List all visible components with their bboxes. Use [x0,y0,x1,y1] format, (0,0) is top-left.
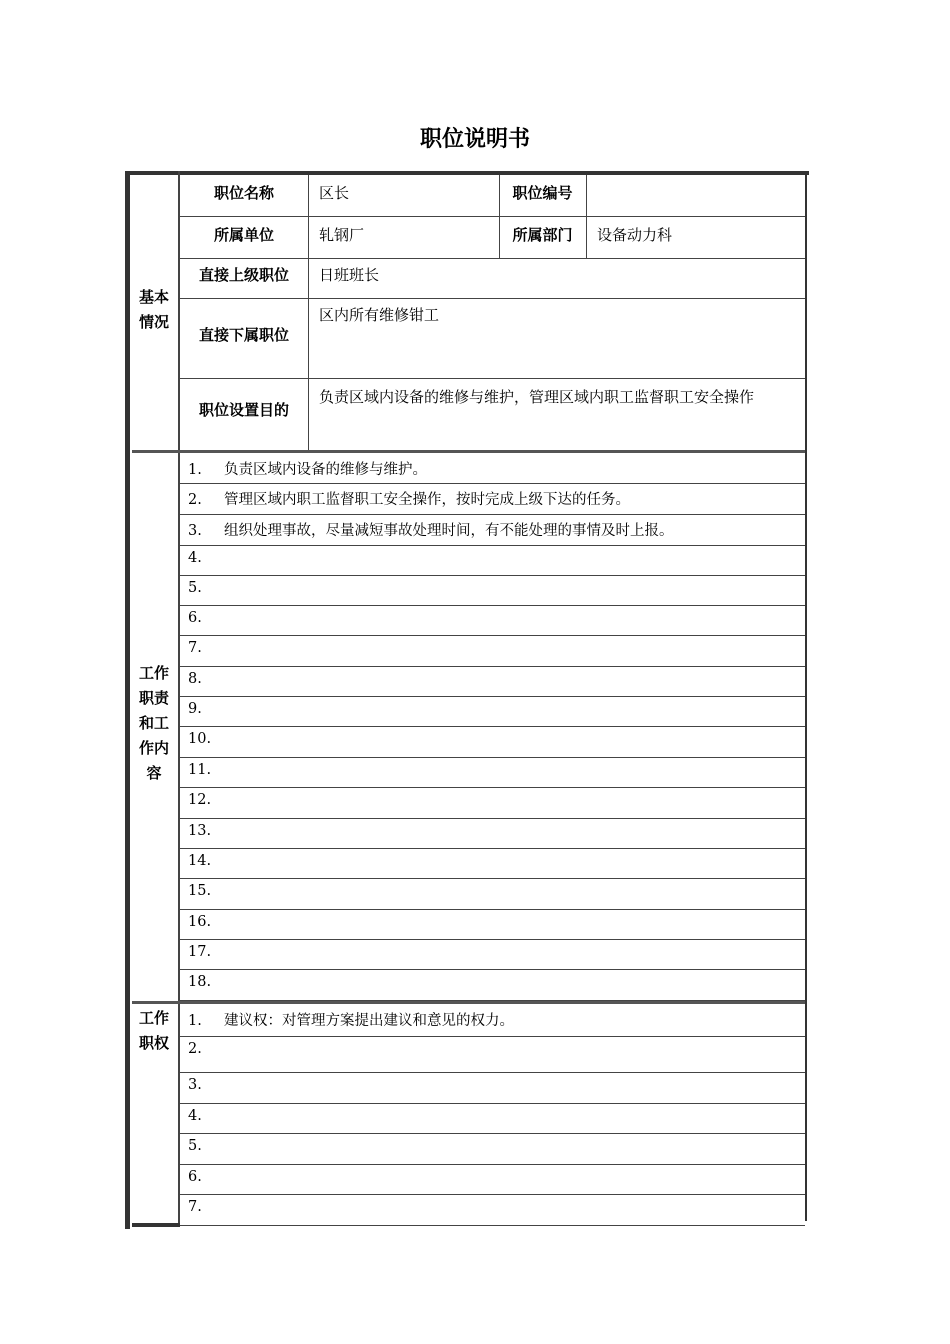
duty-row [188,701,224,717]
row-number: 1. [188,462,202,478]
subordinate-label: 直接下属职位 [198,326,289,344]
duty-row [188,762,224,778]
row-number: 13. [188,823,212,839]
grid-line [180,298,805,299]
section-separator [132,450,805,453]
purpose-value: 负责区域内设备的维修与维护，管理区域内职工监督职工安全操作 [319,388,755,406]
row-number: 7. [188,1199,202,1215]
grid-line [180,575,805,576]
row-text: 建议权：对管理方案提出建议和意见的权力。 [224,1013,514,1029]
grid-line [180,1133,805,1134]
grid-line [180,378,805,379]
row-number: 2. [188,492,202,508]
grid-line [180,605,805,606]
row-number: 11. [188,762,212,778]
row-number: 16. [188,914,212,930]
duty-row [188,671,224,687]
grid-line [180,696,805,697]
grid-line [180,818,805,819]
section-label-duties-text: 工作职责和工作内容 [138,664,169,782]
duty-row [188,580,224,596]
duty-row [188,610,224,626]
grid-line [180,757,805,758]
grid-line [180,635,805,636]
position-code-label: 职位编号 [512,184,573,202]
table-bottom-border [132,1223,180,1227]
position-name-value: 区长 [319,184,350,202]
section-separator [132,1001,805,1004]
duty-row [188,550,224,566]
position-name-label: 职位名称 [213,184,274,202]
row-number: 15. [188,883,212,899]
grid-line [180,514,805,515]
grid-line [180,1072,805,1073]
row-number: 10. [188,731,212,747]
duty-row [188,640,224,656]
row-number: 5. [188,1138,202,1154]
row-number: 6. [188,1169,202,1185]
table-top-border [125,171,809,175]
superior-label: 直接上级职位 [198,266,289,284]
dept-label: 所属部门 [512,226,573,244]
section-label-duties [133,661,175,786]
unit-label: 所属单位 [213,226,274,244]
superior-value: 日班班长 [319,266,380,284]
duty-row [188,823,224,839]
duty-row [188,731,224,747]
row-number: 17. [188,944,212,960]
section-label-authority-text: 工作职权 [138,1009,169,1052]
authority-row [188,1077,224,1093]
row-number: 2. [188,1041,202,1057]
row-text: 管理区域内职工监督职工安全操作，按时完成上级下达的任务。 [224,492,630,508]
section-label-basic [133,285,175,335]
grid-line [180,939,805,940]
row-text: 组织处理事故，尽量减短事故处理时间，有不能处理的事情及时上报。 [224,523,674,539]
grid-line [180,258,805,259]
grid-line [180,909,805,910]
row-number: 9. [188,701,202,717]
grid-line [180,848,805,849]
purpose-label: 职位设置目的 [198,401,289,419]
authority-row [188,1169,224,1185]
grid-line [180,1225,805,1226]
duty-row [188,792,224,808]
table-right-border [805,171,807,1221]
position-description-table [125,171,809,1229]
row-number: 1. [188,1013,202,1029]
grid-line [180,1103,805,1104]
authority-row [188,1009,514,1030]
grid-line [180,726,805,727]
row-text: 负责区域内设备的维修与维护。 [224,462,427,478]
grid-line [586,175,587,258]
authority-row [188,1199,224,1215]
row-number: 14. [188,853,212,869]
unit-value: 轧钢厂 [319,226,365,244]
document-title: 职位说明书 [419,127,530,152]
duty-row [188,853,224,869]
duty-row [188,519,674,540]
table-left-border [125,171,130,1229]
row-number: 3. [188,523,202,539]
duty-row [188,488,630,509]
row-number: 3. [188,1077,202,1093]
row-number: 6. [188,610,202,626]
row-number: 12. [188,792,212,808]
grid-line [180,483,805,484]
section-label-authority [133,1006,175,1056]
row-number: 5. [188,580,202,596]
duty-row [188,458,427,479]
grid-line [308,175,309,450]
section-label-basic-text: 基本情况 [138,288,169,331]
authority-row [188,1138,224,1154]
duty-row [188,883,224,899]
grid-line [180,787,805,788]
grid-line [180,1194,805,1195]
grid-line [180,216,805,217]
grid-line [180,666,805,667]
authority-row [188,1108,224,1124]
row-number: 4. [188,550,202,566]
duty-row [188,944,224,960]
subordinate-value: 区内所有维修钳工 [319,306,440,324]
row-number: 8. [188,671,202,687]
row-number: 18. [188,974,212,990]
grid-line [180,878,805,879]
row-number: 4. [188,1108,202,1124]
duty-row [188,914,224,930]
grid-line [180,1036,805,1037]
grid-line [180,545,805,546]
authority-row [188,1041,224,1057]
row-number: 7. [188,640,202,656]
grid-line [180,969,805,970]
dept-value: 设备动力科 [597,226,673,244]
grid-line [180,1164,805,1165]
duty-row [188,974,224,990]
